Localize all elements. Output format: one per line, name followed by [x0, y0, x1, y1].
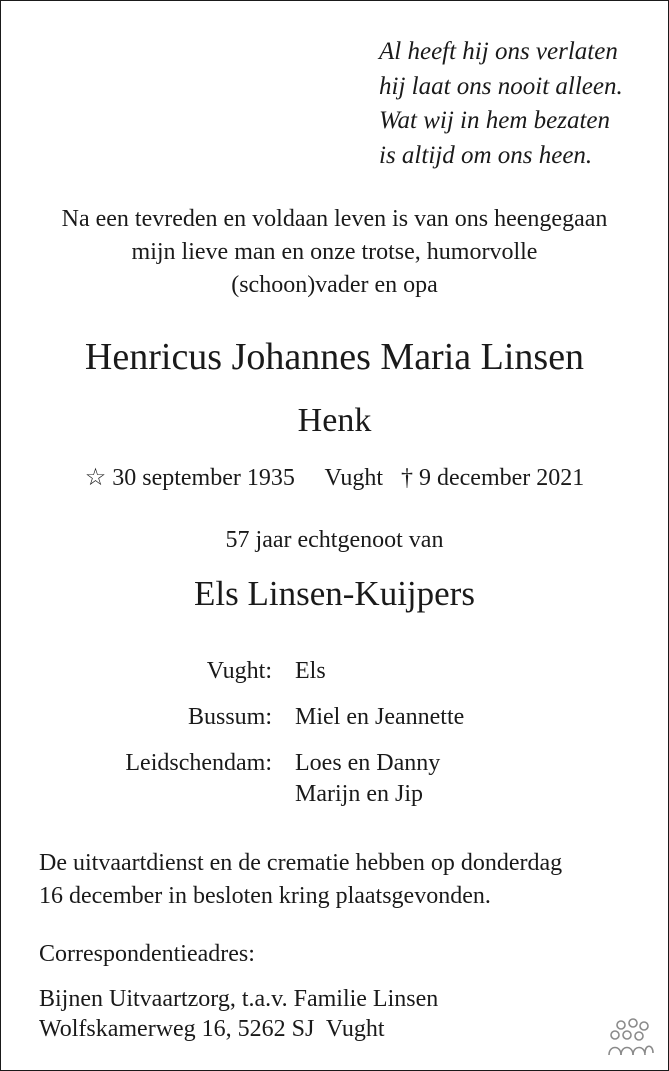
family-row [1, 702, 669, 733]
poem-line: Al heeft hij ons verlaten [379, 38, 618, 65]
intro-line: Na een tevreden en voldaan leven is van ons heengegaan [61, 206, 608, 232]
service-notice [39, 847, 639, 913]
family-names [295, 702, 464, 733]
poem [379, 35, 623, 173]
correspondence-heading: Correspondentieadres: [39, 941, 255, 967]
service-line: De uitvaartdienst en de crematie hebben op donderdag [39, 850, 563, 876]
family-list [1, 656, 669, 810]
death-cross-icon: † [401, 465, 413, 491]
family-row [1, 748, 669, 810]
deceased-nickname: Henk [297, 402, 372, 439]
family-place: Vught: [206, 658, 272, 684]
poem-line: hij laat ons nooit alleen. [379, 72, 623, 100]
poem-line: Wat wij in hem bezaten [379, 107, 611, 134]
birth-date: 30 september 1935 [112, 465, 295, 491]
service-line: 16 december in besloten kring plaatsgevonden. [39, 883, 491, 909]
address-line: Bijnen Uitvaartzorg, t.a.v. Familie Linsen [39, 986, 439, 1012]
family-name: Marijn en Jip [295, 781, 423, 807]
family-name: Loes en Danny [295, 750, 441, 776]
correspondence-address [39, 939, 438, 1044]
spouse-name: Els Linsen-Kuijpers [194, 574, 475, 613]
family-name: Miel en Jeannette [295, 704, 465, 730]
people-group-icon [607, 1017, 655, 1057]
family-names [295, 748, 440, 810]
address-line: Wolfskamerweg 16, 5262 SJ Vught [39, 1016, 385, 1042]
announcement-intro [1, 203, 668, 302]
family-place: Leidschendam: [125, 750, 272, 776]
marriage-line: 57 jaar echtgenoot van [225, 527, 444, 553]
birth-place: Vught [324, 465, 383, 491]
intro-line: mijn lieve man en onze trotse, humorvolle [131, 239, 538, 265]
life-dates [1, 461, 668, 495]
family-names [295, 656, 326, 687]
intro-line: (schoon)vader en opa [231, 272, 438, 298]
family-place: Bussum: [187, 704, 272, 730]
family-name: Els [295, 658, 326, 684]
deceased-full-name: Henricus Johannes Maria Linsen [84, 336, 585, 378]
death-date: 9 december 2021 [419, 465, 585, 491]
birth-star-icon: ☆ [84, 465, 107, 491]
poem-line: is altijd om ons heen. [379, 141, 593, 169]
family-row [1, 656, 669, 687]
